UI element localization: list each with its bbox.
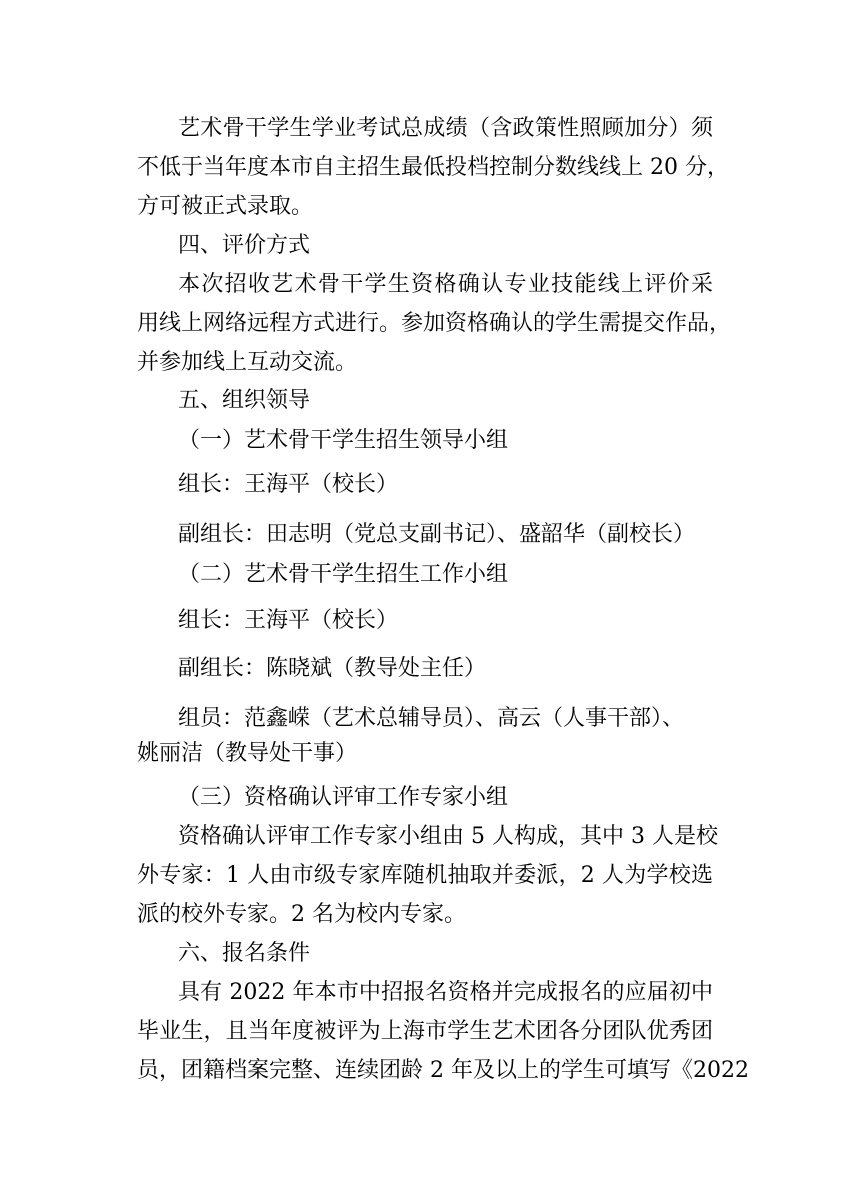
paragraph-line: 本次招收艺术骨干学生资格确认专业技能线上评价采 — [178, 272, 713, 297]
paragraph-line: 并参加线上互动交流。 — [137, 350, 358, 375]
subsection-title: （二）艺术骨干学生招生工作小组 — [178, 562, 509, 587]
section-heading-organization: 五、组织领导 — [178, 388, 311, 413]
group-deputy: 副组长：陈晓斌（教导处主任） — [178, 656, 487, 681]
subsection-title: （一）艺术骨干学生招生领导小组 — [178, 428, 509, 453]
paragraph-line: 不低于当年度本市自主招生最低投档控制分数线线上 20 分， — [137, 155, 729, 180]
paragraph-line: 员，团籍档案完整、连续团龄 2 年及以上的学生可填写《2022 — [137, 1058, 749, 1083]
group-leader: 组长：王海平（校长） — [178, 472, 399, 497]
paragraph-line: 艺术骨干学生学业考试总成绩（含政策性照顾加分）须 — [178, 116, 713, 141]
paragraph-line: 方可被正式录取。 — [137, 194, 314, 219]
paragraph-line: 用线上网络远程方式进行。参加资格确认的学生需提交作品， — [137, 311, 732, 336]
group-members: 组员：范鑫嵘（艺术总辅导员）、高云（人事干部）、 — [178, 706, 685, 731]
paragraph-line: 外专家：1 人由市级专家库随机抽取并委派，2 人为学校选 — [137, 863, 713, 888]
paragraph-line: 派的校外专家。2 名为校内专家。 — [137, 902, 466, 927]
section-heading-evaluation: 四、评价方式 — [178, 233, 311, 258]
section-heading-requirements: 六、报名条件 — [178, 941, 311, 966]
paragraph-line: 毕业生，且当年度被评为上海市学生艺术团各分团队优秀团 — [137, 1019, 713, 1044]
paragraph-line: 具有 2022 年本市中招报名资格并完成报名的应届初中 — [178, 980, 713, 1005]
group-deputy: 副组长：田志明（党总支副书记）、盛韶华（副校长） — [178, 522, 696, 547]
group-members: 姚丽洁（教导处干事） — [137, 741, 358, 766]
paragraph-line: 资格确认评审工作专家小组由 5 人构成，其中 3 人是校 — [178, 824, 718, 849]
subsection-title: （三）资格确认评审工作专家小组 — [178, 785, 509, 810]
group-leader: 组长：王海平（校长） — [178, 608, 399, 633]
